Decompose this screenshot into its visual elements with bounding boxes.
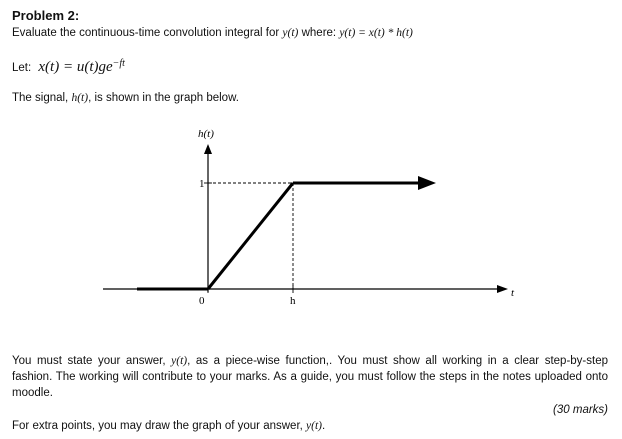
signal-ramp-segment [208, 183, 293, 289]
extra-prefix: For extra points, you may draw the graph of your answer, [12, 420, 303, 432]
instruction-equation: y(t) = x(t) * h(t) [339, 27, 413, 39]
x-axis-arrow-icon [497, 285, 508, 293]
tick-zero-label: 0 [199, 295, 205, 307]
y-axis-arrow-icon [204, 144, 212, 154]
marks-label: (30 marks) [553, 404, 608, 416]
extra-var: y(t) [306, 420, 323, 432]
tick-h-label: h [290, 295, 296, 307]
problem-title: Problem 2: [12, 8, 80, 23]
instruction-where: where: [301, 27, 337, 39]
tick-one-label: 1 [199, 178, 205, 190]
instruction-y: y(t) [282, 27, 299, 39]
signal-prefix: The signal, [12, 92, 69, 104]
signal-var: h(t) [71, 92, 89, 104]
answer-text-2: , as a piece-wise function,. You must show all working in a clear step-by-step fashion. The working will contribute to your marks. As a guide, you must follow the steps in the notes uploaded onto moodle. [12, 355, 608, 399]
let-exponent: −ft [112, 58, 125, 69]
signal-arrow-icon [418, 176, 436, 190]
y-axis-label: h(t) [198, 128, 214, 140]
extra-suffix: . [322, 420, 326, 432]
instruction-prefix: Evaluate the continuous-time convolution integral for [12, 27, 280, 39]
answer-var: y(t) [171, 355, 188, 367]
x-axis-label: t [511, 287, 515, 299]
let-expression: x(t) = u(t)ge [38, 58, 113, 75]
signal-suffix: , is shown in the graph below. [88, 92, 239, 104]
let-label: Let: [12, 61, 32, 74]
answer-paragraph [12, 353, 608, 401]
extra-points-line [12, 420, 325, 432]
answer-text-1: You must state your answer, [12, 355, 166, 367]
